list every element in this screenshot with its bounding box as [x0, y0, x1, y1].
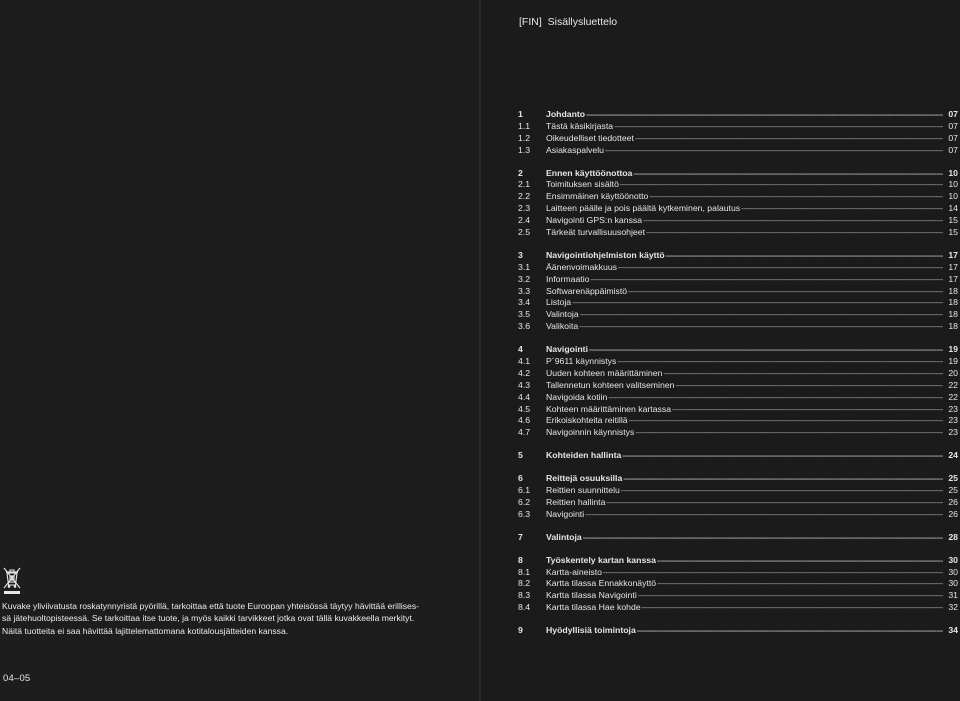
- toc-chapter-row[interactable]: [518, 450, 960, 462]
- toc-chapter-row[interactable]: [518, 532, 960, 544]
- toc-entry-title: P´9611 käynnistys: [546, 356, 617, 367]
- toc-entry-title: Kartta tilassa Hae kohde: [546, 602, 641, 613]
- toc-entry-row[interactable]: [518, 404, 960, 416]
- toc-entry-row[interactable]: [518, 286, 960, 298]
- toc-entry-row[interactable]: [518, 392, 960, 404]
- toc-entry-row[interactable]: [518, 133, 960, 145]
- toc-entry-page: 22: [948, 391, 958, 402]
- toc-entry-page: 25: [948, 473, 958, 484]
- toc-entry-title: Työskentely kartan kanssa: [546, 554, 656, 565]
- toc-entry-number: 9: [518, 625, 523, 636]
- toc-entry-page: 26: [948, 496, 958, 507]
- toc-entry-number: 4.4: [518, 391, 531, 402]
- toc-entry-row[interactable]: [518, 274, 960, 286]
- page-number: 04–05: [3, 673, 31, 684]
- toc-leader: [580, 310, 943, 321]
- toc-entry-page: 07: [948, 144, 958, 155]
- crossed-out-wheelie-bin-icon: [3, 567, 21, 595]
- toc-leader: [606, 498, 943, 509]
- toc-entry-number: 4.1: [518, 356, 531, 367]
- toc-entry-page: 14: [948, 203, 958, 214]
- toc-chapter-row[interactable]: [518, 250, 960, 262]
- page-title: Sisällysluettelo: [547, 16, 618, 28]
- toc-entry-title: Kohteiden hallinta: [546, 450, 622, 461]
- toc-entry-page: 10: [948, 167, 958, 178]
- table-of-contents: [518, 109, 960, 648]
- toc-entry-page: 19: [948, 344, 958, 355]
- toc-entry-page: 32: [948, 602, 958, 613]
- toc-entry-page: 20: [948, 367, 958, 378]
- toc-leader: [628, 287, 943, 298]
- toc-entry-title: Uuden kohteen määrittäminen: [546, 367, 663, 378]
- toc-leader: [635, 428, 943, 439]
- toc-entry-title: Oikeudelliset tiedotteet: [546, 132, 634, 143]
- toc-leader: [675, 381, 943, 392]
- toc-entry-page: 18: [948, 309, 958, 320]
- toc-entry-number: 4.5: [518, 403, 531, 414]
- toc-entry-number: 4.2: [518, 367, 531, 378]
- toc-entry-page: 07: [948, 132, 958, 143]
- toc-entry-number: 3.6: [518, 321, 531, 332]
- toc-leader: [586, 110, 943, 121]
- toc-entry-title: Erikoiskohteita reitillä: [546, 415, 628, 426]
- toc-entry-number: 8: [518, 554, 523, 565]
- toc-section: [518, 109, 960, 157]
- toc-entry-number: 3.3: [518, 285, 531, 296]
- toc-entry-row[interactable]: [518, 262, 960, 274]
- toc-entry-number: 8.3: [518, 590, 531, 601]
- toc-entry-number: 3.4: [518, 297, 531, 308]
- toc-entry-number: 6: [518, 473, 523, 484]
- toc-leader: [621, 486, 943, 497]
- toc-entry-row[interactable]: [518, 215, 960, 227]
- toc-entry-page: 30: [948, 578, 958, 589]
- toc-entry-row[interactable]: [518, 203, 960, 215]
- toc-entry-number: 2.2: [518, 191, 531, 202]
- toc-leader: [657, 556, 943, 567]
- toc-entry-page: 23: [948, 403, 958, 414]
- toc-leader: [633, 169, 943, 180]
- toc-entry-number: 8.2: [518, 578, 531, 589]
- toc-entry-page: 17: [948, 261, 958, 272]
- toc-entry-row[interactable]: [518, 497, 960, 509]
- toc-chapter-row[interactable]: [518, 168, 960, 180]
- toc-section: [518, 532, 960, 544]
- toc-entry-title: Tästä käsikirjasta: [546, 120, 614, 131]
- toc-entry-row[interactable]: [518, 356, 960, 368]
- toc-entry-number: 8.4: [518, 602, 531, 613]
- toc-entry-number: 8.1: [518, 566, 531, 577]
- toc-entry-title: Asiakaspalvelu: [546, 144, 604, 155]
- toc-leader: [637, 626, 943, 637]
- toc-entry-title: Laitteen päälle ja pois päältä kytkeminen, palautus: [546, 203, 741, 214]
- toc-entry-page: 23: [948, 415, 958, 426]
- toc-section: [518, 250, 960, 333]
- toc-entry-title: Navigointiohjelmiston käyttö: [546, 249, 665, 260]
- toc-entry-title: Kartta tilassa Ennakkonäyttö: [546, 578, 657, 589]
- toc-entry-title: Kartta tilassa Navigointi: [546, 590, 637, 601]
- toc-section: [518, 625, 960, 637]
- toc-leader: [657, 579, 943, 590]
- toc-entry-row[interactable]: [518, 415, 960, 427]
- toc-leader: [614, 122, 943, 133]
- toc-entry-row[interactable]: [518, 427, 960, 439]
- toc-entry-page: 31: [948, 590, 958, 601]
- toc-entry-page: 07: [948, 120, 958, 131]
- toc-entry-title: Navigoinnin käynnistys: [546, 427, 635, 438]
- toc-leader: [741, 204, 943, 215]
- toc-entry-row[interactable]: [518, 309, 960, 321]
- toc-leader: [646, 228, 943, 239]
- toc-entry-number: 3.5: [518, 309, 531, 320]
- toc-entry-row[interactable]: [518, 578, 960, 590]
- toc-entry-number: 4.3: [518, 379, 531, 390]
- toc-entry-number: 4.6: [518, 415, 531, 426]
- toc-entry-number: 6.2: [518, 496, 531, 507]
- toc-chapter-row[interactable]: [518, 109, 960, 121]
- toc-entry-title: Johdanto: [546, 109, 586, 119]
- toc-entry-row[interactable]: [518, 321, 960, 333]
- disposal-notice-line: sä jätehuoltopisteessä. Se tarkoittaa itse tuote, ja myös kaikki tarvikkeet jotka ovat tällä kuvakkeella merkityt.: [2, 613, 415, 624]
- toc-chapter-row[interactable]: [518, 344, 960, 356]
- toc-section: [518, 555, 960, 614]
- toc-chapter-row[interactable]: [518, 473, 960, 485]
- toc-entry-row[interactable]: [518, 567, 960, 579]
- toc-leader: [579, 322, 943, 333]
- toc-entry-title: Reittejä osuuksilla: [546, 473, 623, 484]
- toc-entry-title: Listoja: [546, 297, 572, 308]
- toc-entry-title: Hyödyllisiä toimintoja: [546, 625, 636, 636]
- toc-entry-number: 3.2: [518, 273, 531, 284]
- toc-entry-page: 26: [948, 508, 958, 519]
- toc-entry-row[interactable]: [518, 121, 960, 133]
- toc-leader: [585, 510, 943, 521]
- toc-entry-number: 2.5: [518, 227, 531, 238]
- toc-entry-number: 1.2: [518, 132, 531, 143]
- toc-entry-number: 2.3: [518, 203, 531, 214]
- toc-entry-row[interactable]: [518, 227, 960, 239]
- toc-leader: [590, 275, 943, 286]
- toc-entry-page: 10: [948, 179, 958, 190]
- toc-entry-page: 15: [948, 227, 958, 238]
- toc-leader: [623, 474, 943, 485]
- toc-leader: [643, 216, 943, 227]
- toc-entry-row[interactable]: [518, 179, 960, 191]
- toc-entry-page: 10: [948, 191, 958, 202]
- toc-entry-title: Kohteen määrittäminen kartassa: [546, 403, 672, 414]
- toc-entry-title: Navigointi GPS:n kanssa: [546, 215, 643, 226]
- toc-entry-number: 6.1: [518, 485, 531, 496]
- disposal-notice: [2, 600, 472, 637]
- toc-entry-number: 2.4: [518, 215, 531, 226]
- toc-section: [518, 450, 960, 462]
- disposal-notice-line: Näitä tuotteita ei saa hävittää lajittelemattomana kotitalousjätteiden kanssa.: [2, 625, 289, 636]
- toc-leader: [572, 298, 943, 309]
- toc-entry-row[interactable]: [518, 509, 960, 521]
- toc-leader: [666, 251, 943, 262]
- toc-entry-page: 28: [948, 531, 958, 542]
- toc-entry-number: 2: [518, 167, 523, 178]
- toc-entry-title: Reittien hallinta: [546, 496, 606, 507]
- toc-entry-title: Äänenvoimakkuus: [546, 261, 617, 272]
- toc-entry-row[interactable]: [518, 590, 960, 602]
- toc-entry-title: Toimituksen sisältö: [546, 179, 619, 190]
- toc-entry-title: Softwarenäppäimistö: [546, 285, 628, 296]
- toc-leader: [620, 180, 943, 191]
- language-tag: [FIN]: [519, 16, 542, 28]
- toc-leader: [629, 416, 943, 427]
- toc-entry-number: 4.7: [518, 427, 531, 438]
- page-header: [519, 16, 617, 28]
- toc-leader: [589, 345, 943, 356]
- toc-entry-number: 7: [518, 531, 523, 542]
- toc-entry-row[interactable]: [518, 145, 960, 157]
- toc-entry-row[interactable]: [518, 191, 960, 203]
- toc-entry-title: Tärkeät turvallisuusohjeet: [546, 227, 645, 238]
- toc-entry-page: 19: [948, 356, 958, 367]
- toc-entry-title: Informaatio: [546, 273, 590, 284]
- toc-entry-number: 5: [518, 450, 523, 461]
- toc-leader: [617, 357, 943, 368]
- toc-entry-page: 18: [948, 321, 958, 332]
- toc-entry-page: 15: [948, 215, 958, 226]
- toc-entry-title: Ensimmäinen käyttöönotto: [546, 191, 649, 202]
- toc-entry-title: Reittien suunnittelu: [546, 485, 620, 496]
- toc-leader: [649, 192, 943, 203]
- toc-section: [518, 344, 960, 439]
- toc-entry-title: Navigoida kotiin: [546, 391, 608, 402]
- toc-entry-page: 34: [948, 625, 958, 636]
- toc-leader: [638, 591, 943, 602]
- toc-chapter-row[interactable]: [518, 625, 960, 637]
- toc-entry-number: 4: [518, 344, 523, 355]
- toc-entry-row[interactable]: [518, 368, 960, 380]
- toc-entry-title: Kartta-aineisto: [546, 566, 603, 577]
- toc-leader: [605, 146, 943, 157]
- toc-entry-row[interactable]: [518, 602, 960, 614]
- toc-entry-page: 24: [948, 450, 958, 461]
- left-page: [0, 0, 479, 701]
- toc-leader: [642, 603, 943, 614]
- toc-entry-row[interactable]: [518, 380, 960, 392]
- toc-entry-title: Valikoita: [546, 321, 579, 332]
- toc-entry-row[interactable]: [518, 485, 960, 497]
- toc-entry-number: 1.1: [518, 120, 531, 131]
- toc-section: [518, 473, 960, 521]
- toc-entry-title: Ennen käyttöönottoa: [546, 167, 633, 178]
- toc-entry-title: Valintoja: [546, 309, 579, 320]
- toc-entry-title: Valintoja: [546, 531, 582, 542]
- toc-leader: [622, 451, 943, 462]
- toc-entry-page: 22: [948, 379, 958, 390]
- toc-entry-page: 17: [948, 249, 958, 260]
- toc-leader: [618, 263, 943, 274]
- toc-entry-page: 18: [948, 285, 958, 296]
- toc-entry-page: 17: [948, 273, 958, 284]
- toc-section: [518, 168, 960, 239]
- toc-leader: [635, 134, 943, 145]
- toc-leader: [608, 393, 943, 404]
- toc-entry-number: 3.1: [518, 261, 531, 272]
- toc-leader: [583, 533, 943, 544]
- toc-entry-number: 1: [518, 109, 523, 119]
- toc-leader: [672, 405, 943, 416]
- toc-entry-number: 1.3: [518, 144, 531, 155]
- toc-entry-row[interactable]: [518, 297, 960, 309]
- toc-entry-number: 2.1: [518, 179, 531, 190]
- toc-entry-number: 6.3: [518, 508, 531, 519]
- toc-leader: [663, 369, 943, 380]
- toc-entry-page: 30: [948, 566, 958, 577]
- toc-entry-title: Tallennetun kohteen valitseminen: [546, 379, 675, 390]
- toc-entry-title: Navigointi: [546, 508, 585, 519]
- toc-entry-title: Navigointi: [546, 344, 588, 355]
- toc-entry-page: 30: [948, 554, 958, 565]
- toc-entry-page: 23: [948, 427, 958, 438]
- toc-entry-page: 25: [948, 485, 958, 496]
- toc-entry-page: 18: [948, 297, 958, 308]
- disposal-notice-line: Kuvake yliviivatusta roskatynnyristä pyörillä, tarkoittaa että tuote Euroopan yhteisössä täytyy hävittää erillises-: [2, 601, 419, 611]
- toc-chapter-row[interactable]: [518, 555, 960, 567]
- toc-entry-page: 07: [948, 109, 958, 119]
- toc-leader: [603, 568, 943, 579]
- toc-entry-number: 3: [518, 249, 523, 260]
